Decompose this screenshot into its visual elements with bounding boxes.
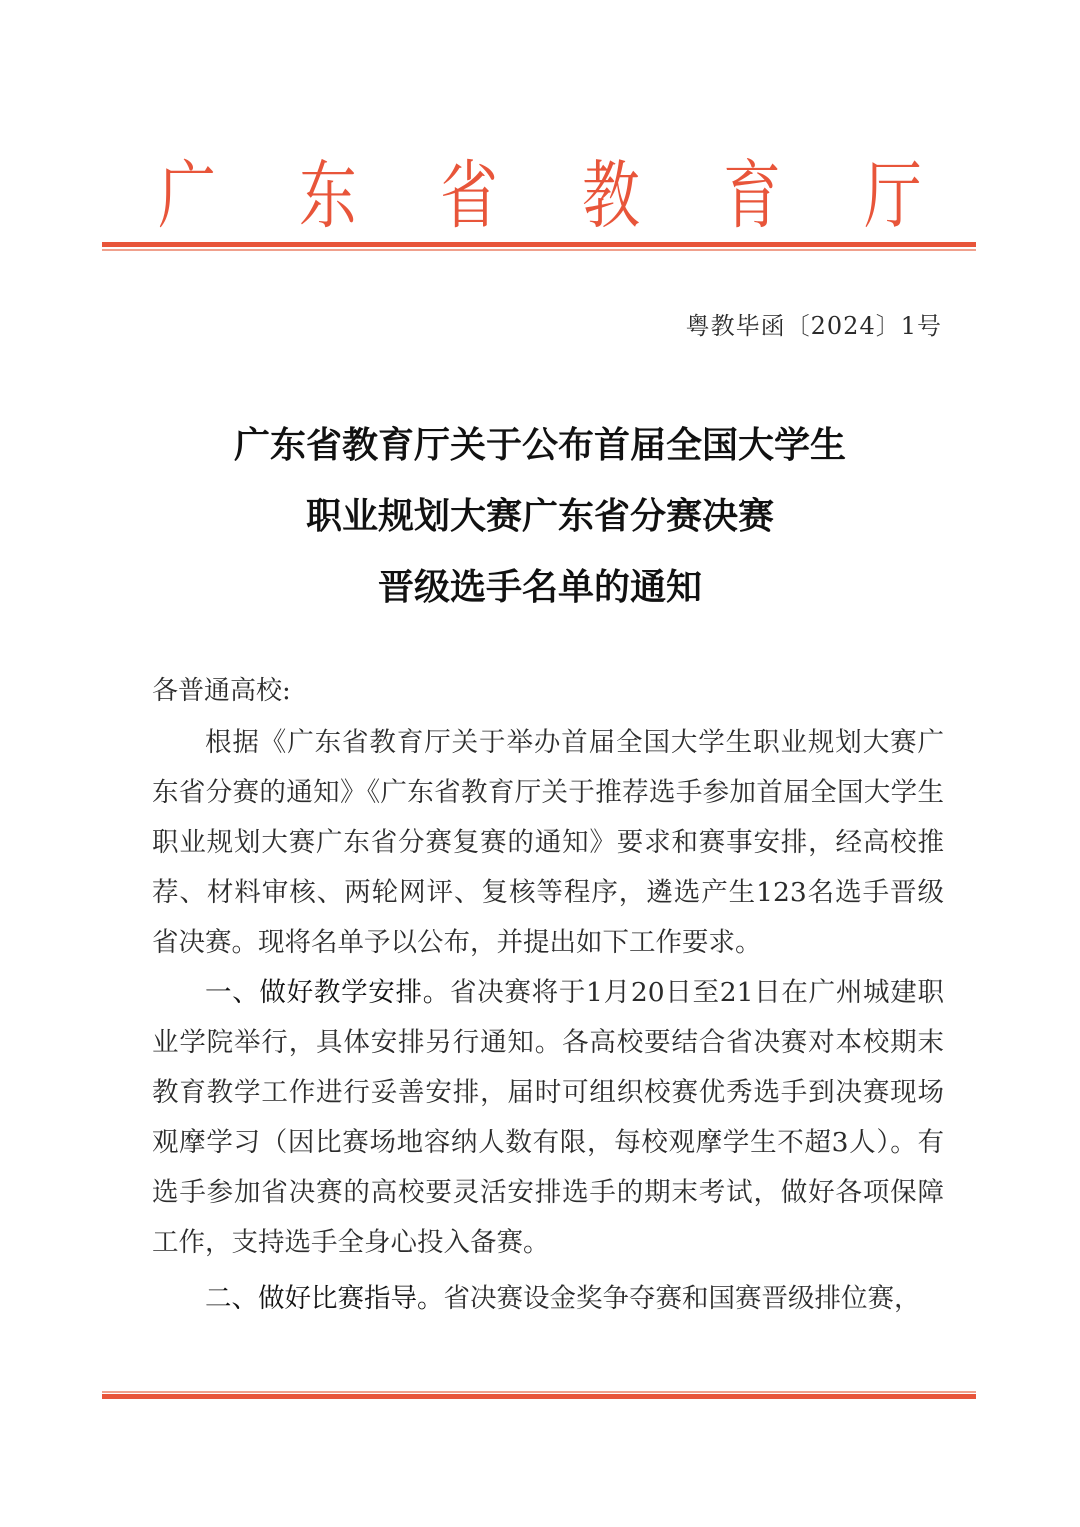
document-body [152,718,944,1324]
document-number: 粤教毕函〔2024〕1号 [685,312,942,340]
section-2-heading: 二、做好比赛指导。 [205,1283,444,1314]
section-1-paragraph [152,968,944,1268]
letterhead-char: 广 [158,153,216,239]
footer-divider-thin [102,1391,976,1393]
section-1-heading: 一、做好教学安排。 [205,977,450,1008]
section-2-text: 省决赛设金奖争夺赛和国赛晋级排位赛， [443,1283,921,1314]
letterhead-char: 教 [581,153,640,239]
letterhead-divider-thick [102,242,976,247]
letterhead-char: 省 [440,153,499,239]
salutation: 各普通高校: [152,676,291,706]
letterhead-divider-thin [102,249,976,251]
letterhead-char: 育 [722,153,781,239]
intro-paragraph: 根据《广东省教育厅关于举办首届全国大学生职业规划大赛广东省分赛的通知》《广东省教育厅关于推荐选手参加首届全国大学生职业规划大赛广东省分赛复赛的通知》要求和赛事安排，经高校推荐、材料审核、两轮网评、复核等程序，遴选产生123名选手晋级省决赛。现将名单予以公布，并提出如下工作要求。 [152,727,944,958]
title-line: 职业规划大赛广东省分赛决赛 [305,495,774,537]
letterhead-org-name [150,140,930,240]
title-line: 广东省教育厅关于公布首届全国大学生 [233,424,846,466]
section-2-paragraph [152,1274,944,1324]
letterhead-char: 厅 [864,153,922,239]
title-line: 晋级选手名单的通知 [377,566,702,608]
letterhead-char: 东 [299,153,358,239]
footer-divider-thick [102,1394,976,1399]
section-1-text: 省决赛将于1月20日至21日在广州城建职业学院举行，具体安排另行通知。各高校要结合省决赛对本校期末教育教学工作进行妥善安排，届时可组织校赛优秀选手到决赛现场观摩学习（因比赛场地容纳人数有限，每校观摩学生不超3人）。有选手参加省决赛的高校要灵活安排选手的期末考试，做好各项保障工作，支持选手全身心投入备赛。 [152,977,944,1258]
document-title [0,410,1080,623]
